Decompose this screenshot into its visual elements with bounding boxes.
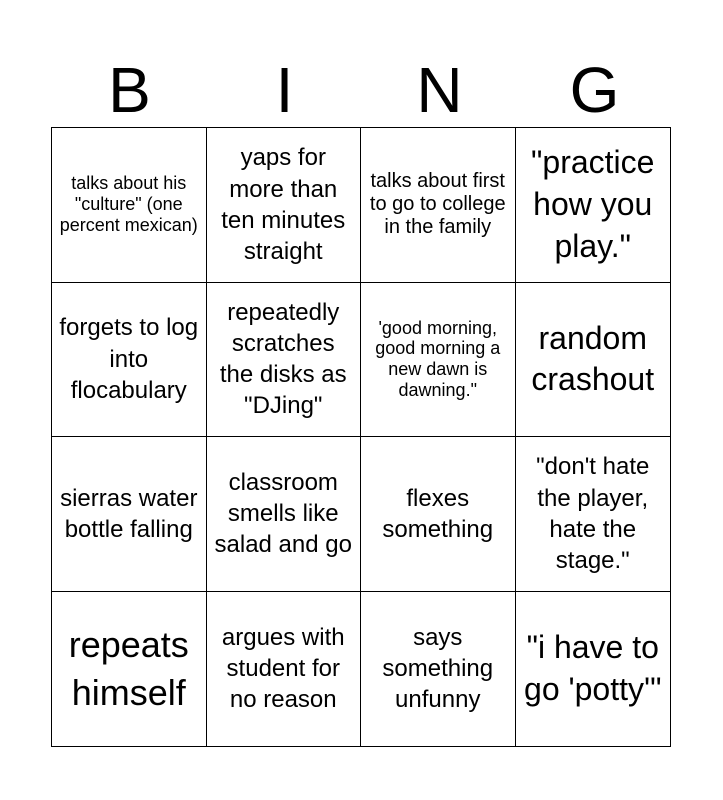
bingo-cell-r1-c2[interactable] (207, 128, 362, 283)
bingo-cell-text: 'good morning, good morning a new dawn is dawning." (375, 317, 501, 401)
bingo-cell-text: yaps for more than ten minutes straight (221, 144, 346, 265)
bingo-cell-r1-c3[interactable] (361, 128, 516, 283)
bingo-cell-r4-c2[interactable] (207, 592, 362, 747)
bingo-cell-r3-c3[interactable] (361, 437, 516, 592)
bingo-cell-r3-c1[interactable] (52, 437, 207, 592)
bingo-cell-r1-c4[interactable] (516, 128, 671, 283)
bingo-cell-text: argues with student for no reason (221, 623, 345, 714)
bingo-cell-r2-c1[interactable] (52, 283, 207, 438)
header-letter-g: G (569, 54, 620, 126)
bingo-cell-r1-c1[interactable] (52, 128, 207, 283)
bingo-cell-r2-c4[interactable] (516, 283, 671, 438)
bingo-cell-r3-c2[interactable] (207, 437, 362, 592)
bingo-cell-text: "practice how you play." (531, 144, 655, 264)
bingo-cell-text: repeatedly scratches the disks as "DJing" (219, 298, 347, 420)
header-letter-b: B (108, 54, 151, 126)
bingo-cell-text: sierras water bottle falling (60, 484, 198, 543)
bingo-cell-text: talks about first to go to college in the family (369, 169, 506, 239)
header-letter-n: N (416, 54, 463, 126)
bingo-cell-text: classroom smells like salad and go (214, 468, 352, 559)
bingo-cell-r4-c4[interactable] (516, 592, 671, 747)
bingo-cell-text: repeats himself (68, 624, 189, 713)
bingo-cell-text: says something unfunny (382, 623, 494, 714)
bingo-cell-r4-c3[interactable] (361, 592, 516, 747)
bingo-cell-text: talks about his "culture" (one percent mexican) (59, 173, 198, 236)
bingo-cell-r4-c1[interactable] (52, 592, 207, 747)
bingo-cell-text: "don't hate the player, hate the stage." (536, 453, 650, 574)
bingo-board (51, 127, 671, 747)
bingo-header (52, 52, 672, 128)
bingo-cell-r2-c3[interactable] (361, 283, 516, 438)
bingo-cell-text: "i have to go 'potty'" (524, 629, 662, 707)
header-letter-i: I (275, 54, 294, 126)
bingo-cell-text: forgets to log into flocabulary (59, 314, 199, 404)
bingo-cell-text: random crashout (531, 319, 655, 398)
bingo-cell-text: flexes something (382, 484, 494, 543)
bingo-cell-r2-c2[interactable] (207, 283, 362, 438)
bingo-cell-r3-c4[interactable] (516, 437, 671, 592)
